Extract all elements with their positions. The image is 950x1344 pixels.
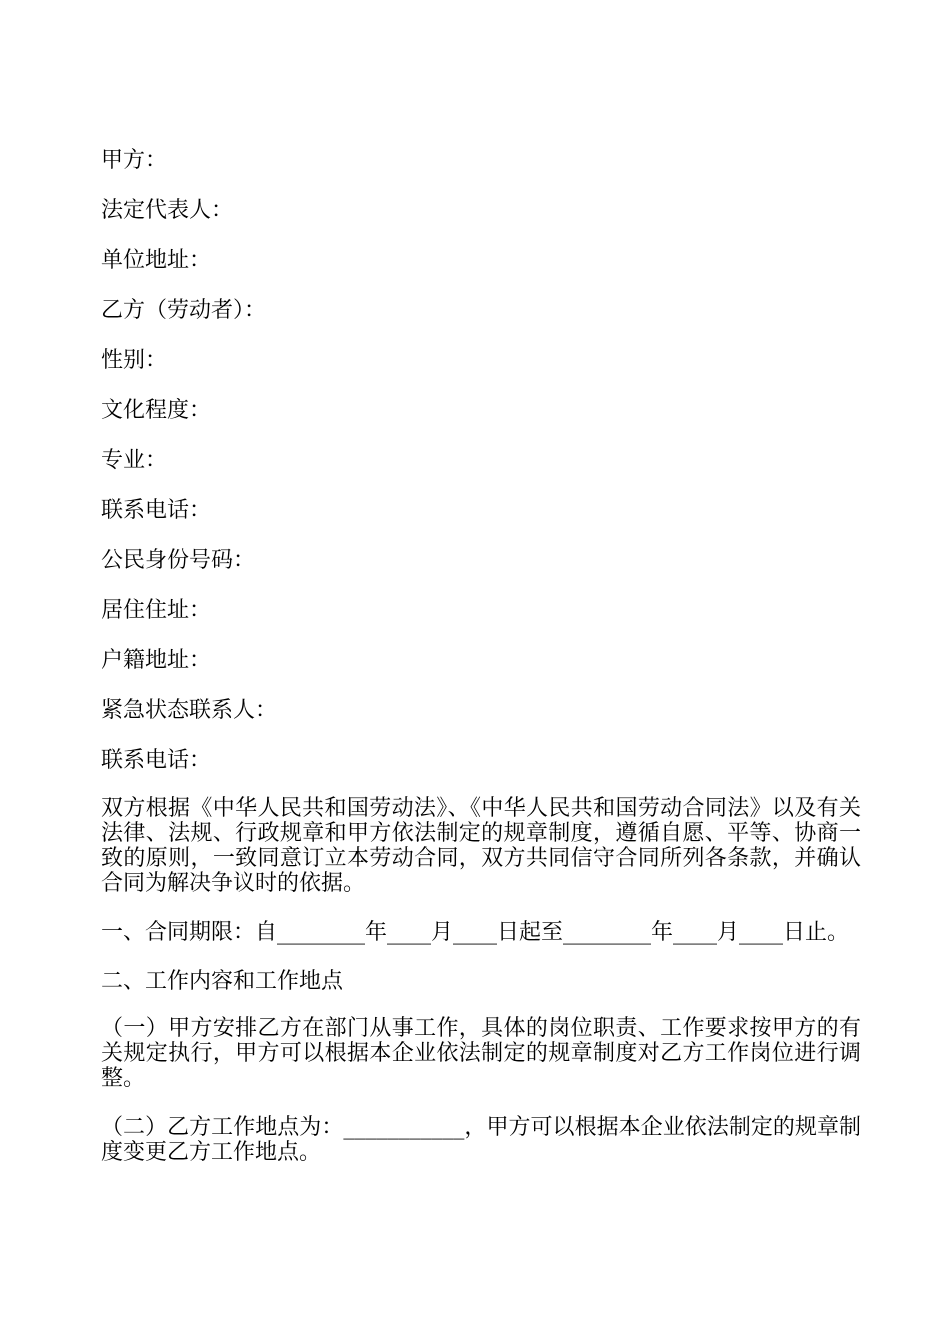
phone-field: 联系电话： (101, 498, 212, 523)
party-b-field: 乙方（劳动者）： (101, 298, 267, 323)
id-number-field: 公民身份号码： (101, 548, 256, 573)
gender-field: 性别： (101, 348, 168, 373)
section-2-item-2: （二）乙方工作地点为：___________，甲方可以根据本企业依法制定的规章制度变更乙方工作地点。 (101, 1115, 861, 1165)
contract-term-paragraph: 一、合同期限：自________年____月____日起至________年____月____日止。 (101, 920, 850, 945)
major-field: 专业： (101, 448, 168, 473)
emergency-contact-field: 紧急状态联系人： (101, 698, 278, 723)
party-a-field: 甲方： (101, 148, 168, 173)
preamble-paragraph: 双方根据《中华人民共和国劳动法》、《中华人民共和国劳动合同法》以及有关法律、法规、行政规章和甲方依法制定的规章制度，遵循自愿、平等、协商一致的原则，一致同意订立本劳动合同，双方共同信守合同所列各条款，并确认合同为解决争议时的依据。 (101, 796, 861, 896)
section-2-item-1: （一）甲方安排乙方在部门从事工作，具体的岗位职责、工作要求按甲方的有关规定执行，甲方可以根据本企业依法制定的规章制度对乙方工作岗位进行调整。 (101, 1016, 861, 1091)
section-2-heading: 二、工作内容和工作地点 (101, 969, 344, 994)
household-address-field: 户籍地址： (101, 648, 212, 673)
legal-representative-field: 法定代表人： (101, 198, 234, 223)
education-field: 文化程度： (101, 398, 212, 423)
company-address-field: 单位地址： (101, 248, 212, 273)
emergency-phone-field: 联系电话： (101, 748, 212, 773)
contract-body (101, 146, 861, 1189)
residence-address-field: 居住住址： (101, 598, 212, 623)
